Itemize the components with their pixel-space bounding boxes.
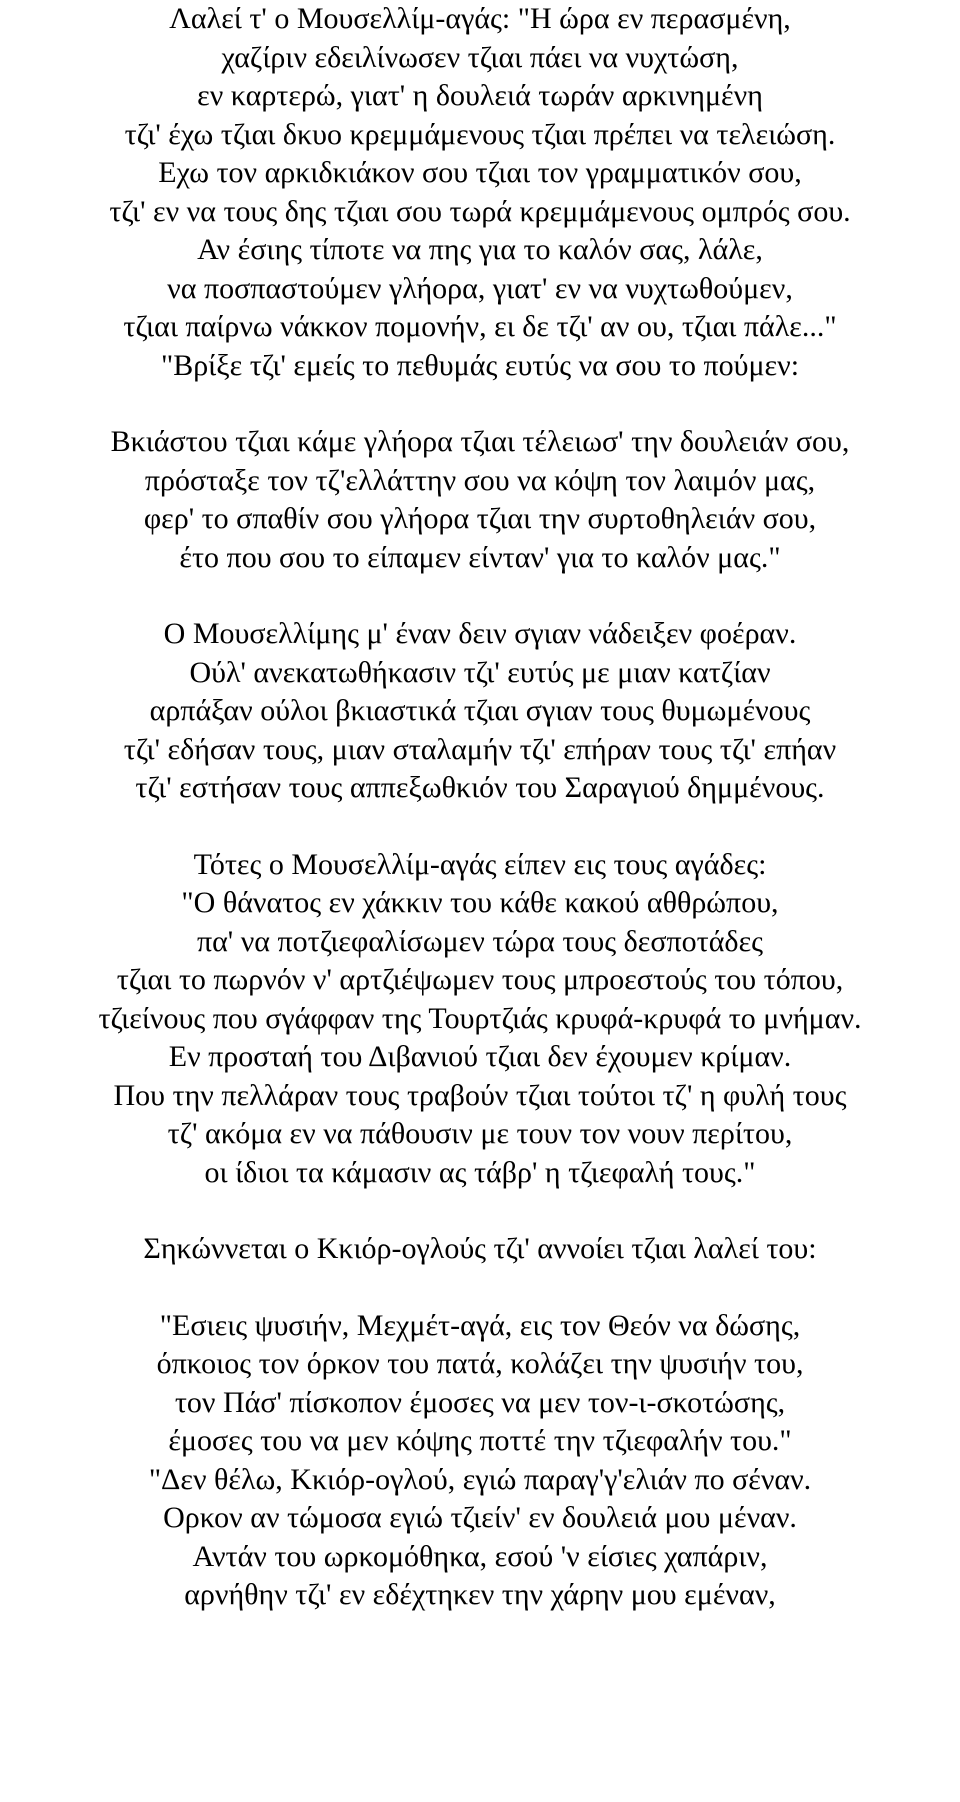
poem-line: τζι' εν να τους δης τζιαι σου τωρά κρεμμάμενους ομπρός σου.	[109, 194, 851, 228]
stanza-3	[0, 615, 960, 808]
poem-line: πα' να ποτζιεφαλίσωμεν τώρα τους δεσποτάδες	[196, 924, 764, 958]
poem-line: "Ο θάνατος εν χάκκιν του κάθε κακού αθθρώπου,	[181, 886, 779, 919]
poem-line: Που την πελλάραν τους τραβούν τζιαι τούτοι τζ' η φυλή τους	[113, 1078, 847, 1112]
poem-line: Ορκον αν τώμοσα εγιώ τζιείν' εν δουλειά μου μέναν.	[163, 1501, 797, 1534]
poem-line: αρπάξαν ούλοι βκιαστικά τζιαι σγιαν τους θυμωμένους	[149, 694, 811, 727]
poem-line: πρόσταξε τον τζ'ελλάττην σου να κόψη τον λαιμόν μας,	[144, 463, 816, 497]
poem-line: "Δεν θέλω, Κκιόρ-ογλού, εγιώ παραγ'γ'ελιάν πο σέναν.	[148, 1462, 812, 1496]
stanza-4	[0, 846, 960, 1193]
poem-line: να ποσπαστούμεν γλήορα, γιατ' εν να νυχτωθούμεν,	[167, 271, 793, 305]
poem-line: τον Πάσ' πίσκοπον έμοσες να μεν τον-ι-σκοτώσης,	[174, 1385, 786, 1419]
poem-line: Αν έσιης τίποτε να πης για το καλόν σας, λάλε,	[197, 233, 763, 266]
poem-line: Σηκώννεται ο Κκιόρ-ογλούς τζι' αννοίει τζιαι λαλεί του:	[143, 1232, 817, 1265]
poem-line: αρνήθην τζι' εν εδέχτηκεν την χάρην μου εμέναν,	[184, 1578, 776, 1611]
poem-line: Αντάν του ωρκομόθηκα, εσού 'ν είσιες χαπάριν,	[192, 1539, 768, 1573]
stanza-6	[0, 1307, 960, 1615]
poem-line: εν καρτερώ, γιατ' η δουλειά τωράν αρκινημένη	[197, 79, 763, 112]
poem-line: Ο Μουσελλίμης μ' έναν δειν σγιαν νάδειξεν φοέραν.	[163, 617, 797, 650]
stanza-2	[0, 423, 960, 577]
poem-line: τζιαι παίρνω νάκκον πομονήν, ει δε τζι' αν ου, τζιαι πάλε..."	[123, 310, 837, 343]
poem-line: Τότες ο Μουσελλίμ-αγάς είπεν εις τους αγάδες:	[193, 847, 767, 881]
stanza-5	[0, 1230, 960, 1269]
stanza-gap	[0, 577, 960, 615]
poem-line: τζι' εστήσαν τους αππεξωθκιόν του Σαραγιού δημμένους.	[135, 771, 825, 804]
poem-line: χαζίριν εδειλίνωσεν τζιαι πάει να νυχτώση,	[221, 40, 739, 74]
stanza-gap	[0, 808, 960, 846]
poem-line: τζι' έχω τζιαι δκυο κρεμμάμενους τζιαι πρέπει να τελειώση.	[124, 117, 836, 151]
poem-line: φερ' το σπαθίν σου γλήορα τζιαι την συρτοθηλειάν σου,	[143, 502, 817, 535]
stanza-gap	[0, 1192, 960, 1230]
poem-line: τζι' εδήσαν τους, μιαν σταλαμήν τζι' επήραν τους τζι' επήαν	[123, 732, 837, 766]
poem-line: όπκοιος τον όρκον του πατά, κολάζει την ψυσιήν του,	[156, 1347, 804, 1380]
poem-line: τζιείνους που σγάφφαν της Τουρτζιάς κρυφά-κρυφά το μνήμαν.	[98, 1001, 862, 1035]
stanza-gap	[0, 1269, 960, 1307]
poem-line: οι ίδιοι τα κάμασιν ας τάβρ' η τζιεφαλή τους."	[204, 1155, 756, 1189]
poem-line: τζ' ακόμα εν να πάθουσιν με τουν τον νουν περίτου,	[167, 1117, 793, 1150]
poem-line: "Βρίξε τζι' εμείς το πεθυμάς ευτύς να σου το πούμεν:	[160, 348, 800, 382]
poem-line: Ούλ' ανεκατωθήκασιν τζι' ευτύς με μιαν κατζίαν	[189, 655, 771, 689]
poem-line: τζιαι το πωρνόν ν' αρτζιέψωμεν τους μπροεστούς του τόπου,	[116, 963, 844, 996]
poem-line: έτο που σου το είπαμεν είνταν' για το καλόν μας."	[179, 540, 781, 574]
poem-line: Λαλεί τ' ο Μουσελλίμ-αγάς: "Η ώρα εν περασμένη,	[169, 2, 791, 35]
poem-line: Βκιάστου τζιαι κάμε γλήορα τζιαι τέλειωσ' την δουλειάν σου,	[110, 425, 850, 458]
stanza-1	[0, 0, 960, 385]
poem-line: έμοσες του να μεν κόψης ποττέ την τζιεφαλήν του."	[168, 1424, 792, 1457]
poem-line: Εχω τον αρκιδκιάκον σου τζιαι τον γραμματικόν σου,	[158, 156, 802, 189]
poem-line: "Εσιεις ψυσιήν, Μεχμέτ-αγά, εις τον Θεόν να δώσης,	[159, 1308, 801, 1342]
stanza-gap	[0, 385, 960, 423]
poem-line: Εν προσταή του Διβανιού τζιαι δεν έχουμεν κρίμαν.	[168, 1040, 792, 1073]
